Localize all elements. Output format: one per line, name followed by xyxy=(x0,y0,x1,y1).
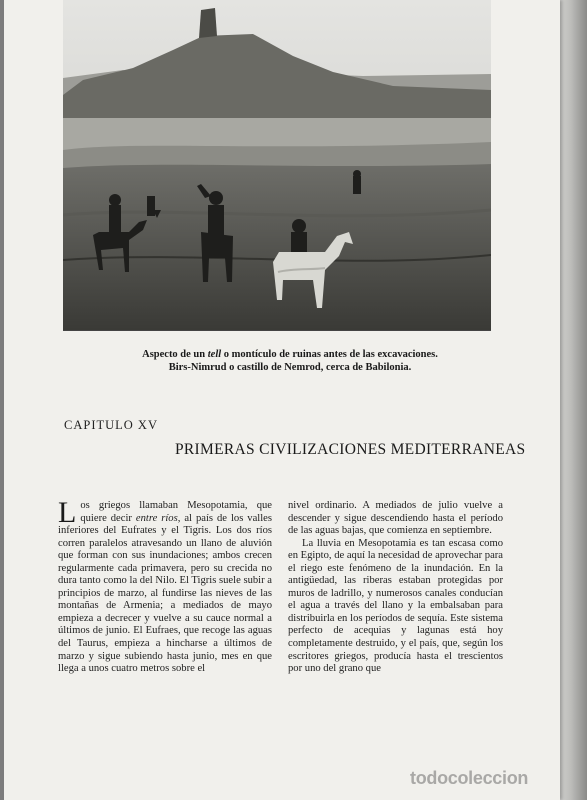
text-column-right xyxy=(288,500,503,676)
text-column-left xyxy=(58,496,272,676)
chapter-title: PRIMERAS CIVILIZACIONES MEDITERRANEAS xyxy=(175,441,526,458)
photo-birs-nimrud xyxy=(63,0,491,331)
paragraph-text: os griegos llamaban Mesopotamia, que quiere decir xyxy=(80,500,272,524)
paragraph-text: al país de los valles inferiores del Eufrates y el Tigris. Los dos ríos corren paralelos atravesando un llano de aluvión que forman con sus inundaciones; ambos crecen regularmente cada primavera, pero su crecida no dura tanto como la del Nilo. El Tigris suele subir a principios de marzo, al fundirse las nieves de las montañas de Armenia; a mediados de mayo empieza a decrecer y vuelve a su cauce normal a últimos de junio. El Eufraes, que recoge las aguas del Taurus, empieza a hincharse a últimos de marzo y sigue subiendo hasta junio, mes en que llega a unos cuatro metros sobre el xyxy=(58,512,272,675)
caption-line-1 xyxy=(60,348,520,361)
watermark-logo: todocoleccion xyxy=(410,768,529,788)
paragraph xyxy=(58,496,272,676)
drop-cap: L xyxy=(58,496,77,529)
chapter-number: CAPITULO XV xyxy=(64,418,158,432)
paragraph: La lluvia en Mesopotamia es tan escasa como en Egipto, de aquí la necesidad de aprovechar para el riego este fenómeno de la inundación. En la antigüedad, las riberas estaban protegidas por muros de ladrillo, y numerosos canales conducían el agua a través del llano y la embalsaban para distribuirla en los períodos de sequía. Este sistema perfecto de acequias y lagunas está hoy completamente destruido, y el país, que, según los escritores griegos, producía hasta el trescientos por uno del grano que xyxy=(288,537,504,675)
paragraph: nivel ordinario. A mediados de julio vuelve a descender y sigue descendiendo hasta el período de las aguas bajas, que comienza en septiembre. xyxy=(288,500,503,537)
paragraph-italic: entre ríos, xyxy=(135,512,181,524)
caption-italic-term: tell xyxy=(207,349,222,360)
photo-caption xyxy=(60,348,520,374)
caption-line-2: Birs-Nimrud o castillo de Nemrod, cerca de Babilonia. xyxy=(168,362,412,373)
caption-text: Aspecto de un xyxy=(142,349,208,360)
scan-edge xyxy=(560,0,587,800)
caption-text: o montículo de ruinas antes de las excavaciones. xyxy=(221,349,438,360)
